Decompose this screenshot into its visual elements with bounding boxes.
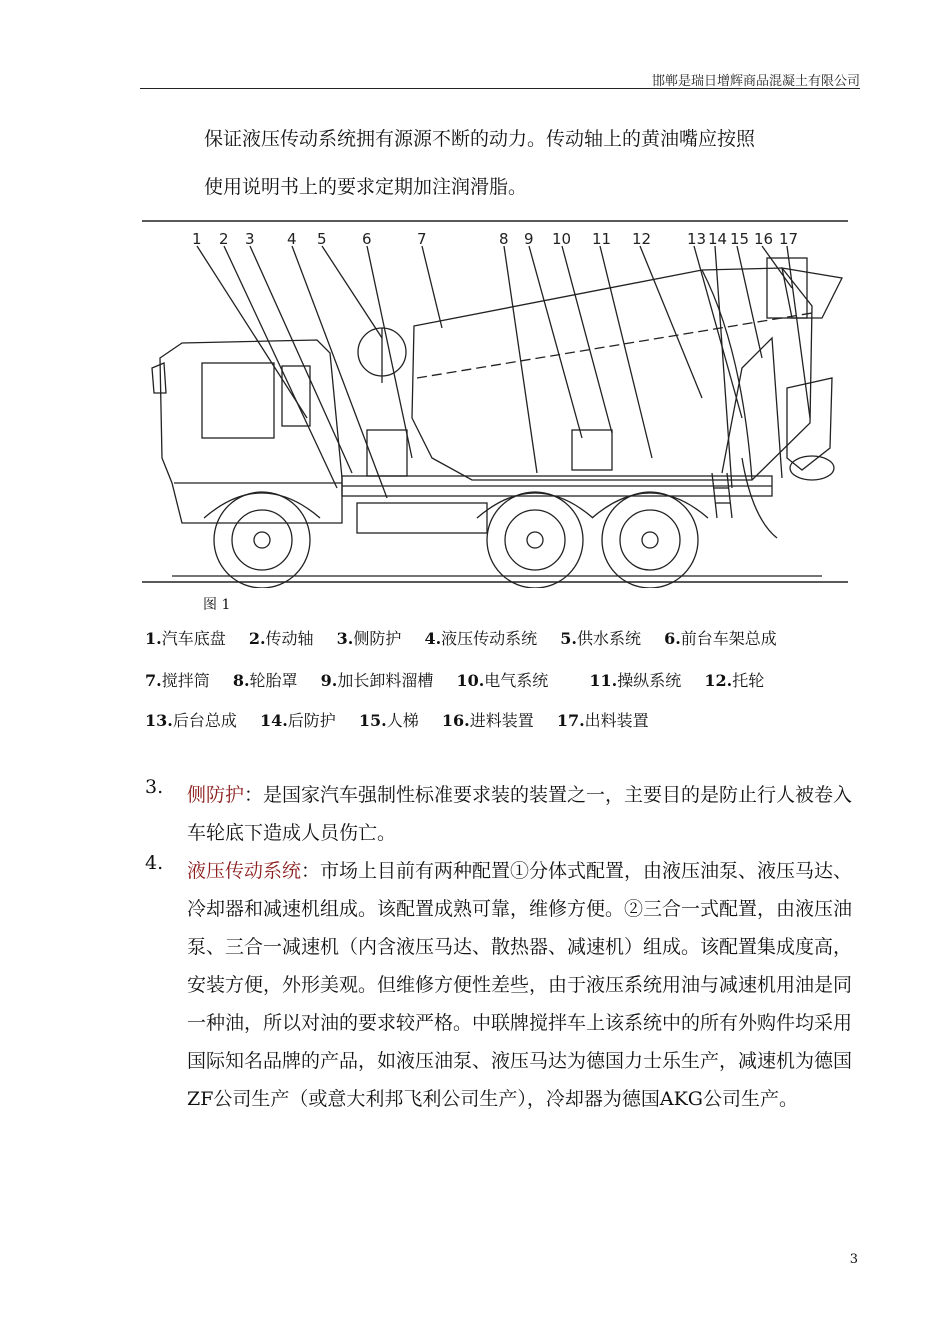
legend-label: 侧防护 [353,629,402,648]
callout-label: 17 [779,230,799,248]
callout-label: 9 [524,230,534,248]
item-number: 4. [145,852,164,874]
callout-label: 15 [730,230,750,248]
legend-label: 加长卸料溜槽 [337,671,434,690]
legend-num: 11. [589,671,618,690]
callout-label: 10 [552,230,572,248]
legend-label: 出料装置 [584,711,649,730]
legend-label: 前台车架总成 [680,629,777,648]
legend-num: 13. [145,711,173,730]
legend-label: 后防护 [287,711,336,730]
legend-label: 轮胎罩 [249,671,298,690]
item-body [187,776,862,852]
legend-num: 2. [248,629,266,648]
legend-label: 人梯 [386,711,419,730]
legend-num: 15. [358,711,387,730]
legend-num: 14. [259,711,288,730]
callout-label: 12 [632,230,652,248]
legend-num: 3. [336,629,354,648]
callout-label: 2 [219,230,229,248]
callout-label: 14 [708,230,728,248]
callout-label: 6 [362,230,372,248]
item-text: ：市场上目前有两种配置①分体式配置，由液压油泵、液压马达、冷却器和减速机组成。该配置成熟可靠，维修方便。②三合一式配置，由液压油泵、三合一减速机（内含液压马达、散热器、减速机）组成。该配置集成度高，安装方便，外形美观。但维修方便性差些，由于液压系统用油与减速机用油是同一种油，所以对油的要求较严格。中联牌搅拌车上该系统中的所有外购件均采用国际知名品牌的产品，如液压油泵、液压马达为德国力士乐生产，减速机为德国ZF公司生产（或意大利邦飞利公司生产），冷却器为德国AKG公司生产。 [187,860,853,1110]
legend-label: 供水系统 [576,629,641,648]
item-label: 液压传动系统 [187,860,302,882]
item-label: 侧防护 [187,784,245,806]
callout-label: 3 [245,230,255,248]
legend-num: 12. [704,671,733,690]
legend-num: 8. [232,671,250,690]
legend-label: 搅拌筒 [161,671,210,690]
legend-num: 4. [424,629,442,648]
legend-num: 1. [145,629,162,648]
legend-num: 5. [560,629,577,648]
legend-num: 16. [441,711,470,730]
header-company: 邯郸是瑞日增辉商品混凝土有限公司 [651,74,860,89]
legend-row-1 [145,626,777,649]
item-text: ：是国家汽车强制性标准要求装的装置之一，主要目的是防止行人被卷入车轮底下造成人员伤亡。 [187,784,853,844]
legend-num: 9. [320,671,338,690]
legend-label: 传动轴 [265,629,314,648]
legend-label: 后台总成 [172,711,237,730]
page-number: 3 [849,1252,858,1267]
mixer-truck-figure [142,218,848,588]
legend-num: 7. [145,671,162,690]
intro-line-2: 使用说明书上的要求定期加注润滑脂。 [204,176,528,198]
callout-label: 7 [417,230,427,248]
legend-label: 进料装置 [469,711,534,730]
legend-num: 17. [556,711,585,730]
legend-label: 汽车底盘 [161,629,226,648]
callout-label: 1 [192,230,202,248]
callout-label: 16 [754,230,774,248]
callout-label: 8 [499,230,509,248]
page-header [140,64,860,89]
legend-num: 6. [664,629,681,648]
callout-label: 4 [287,230,297,248]
legend-label: 操纵系统 [617,671,682,690]
callout-label: 13 [687,230,707,248]
legend-label: 托轮 [732,671,765,690]
figure-caption: 图 1 [203,597,231,613]
legend-num: 10. [456,671,485,690]
callout-label: 5 [317,230,327,248]
legend-row-2 [145,668,764,691]
legend-label: 液压传动系统 [441,629,538,648]
intro-line-1: 保证液压传动系统拥有源源不断的动力。传动轴上的黄油嘴应按照 [204,128,756,150]
item-body [187,852,862,1118]
callout-label: 11 [592,230,612,248]
legend-row-3 [145,708,649,731]
item-number: 3. [145,776,164,798]
legend-label: 电气系统 [484,671,549,690]
